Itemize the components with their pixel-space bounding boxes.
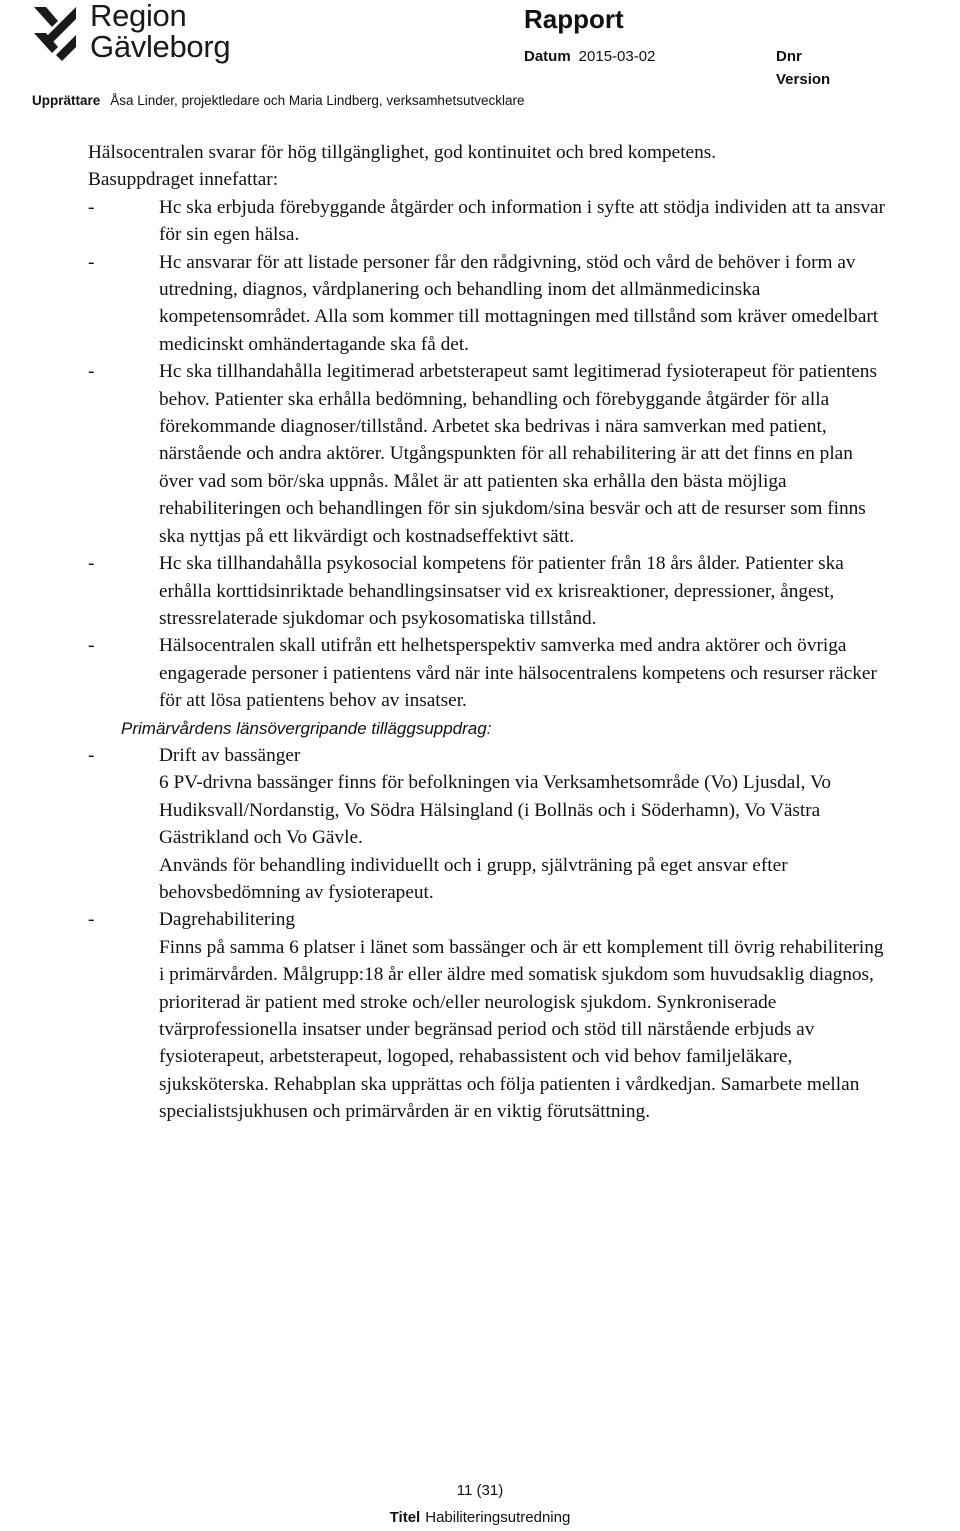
basic-mission-label: Basuppdraget innefattar: xyxy=(88,169,279,191)
list-item-text: Hc ska tillhandahålla legitimerad arbetsterapeut samt legitimerad fysioterapeut för patientens behov. Patienter ska erhålla bedömning, behandling och förebyggande åtgärder för alla förekommande diagnoser/tillstånd. Arbetet ska bedrivas i nära samverkan med patient, närstående och andra aktörer. Utgångspunkten för all rehabilitering är att det finns en plan över vad som bör/ska uppnås. Målet är att patienten ska erhålla den bästa möjliga rehabiliteringen och behandlingen för sin sjukdom/sina besvär och att de resurser som finns ska nyttjas på ett likvärdigt och kostnadseffektivt sätt. xyxy=(159,361,877,547)
footer-title-label: Titel xyxy=(389,1509,421,1526)
footer-title-value: Habiliteringsutredning xyxy=(425,1509,571,1526)
section-heading: Primärvårdens länsövergripande tilläggsuppdrag: xyxy=(121,718,492,738)
list-item xyxy=(88,249,888,359)
document-body xyxy=(88,139,888,1126)
creator-row xyxy=(32,93,524,108)
creator-value: Åsa Linder, projektledare och Maria Lindberg, verksamhetsutvecklare xyxy=(110,93,525,108)
list-item xyxy=(88,550,888,632)
footer-title xyxy=(0,1509,960,1526)
document-type: Rapport xyxy=(524,4,624,34)
date-row xyxy=(524,48,655,65)
list-item xyxy=(88,632,888,714)
bullet-dash: - xyxy=(88,251,95,273)
logo-mark-icon xyxy=(32,5,78,61)
list-item-text: Hc ska tillhandahålla psykosocial kompetens för patienter från 18 års ålder. Patienter ska erhålla korttidsinriktade behandlingsinsatser vid ex krisreaktioner, depressioner, ångest, stressrelaterade sjukdomar och psykosomatiska tillstånd. xyxy=(159,553,844,629)
version-label: Version xyxy=(776,71,831,88)
bullet-dash: - xyxy=(88,635,95,657)
region-gavleborg-logo xyxy=(32,2,252,64)
list-item-text: Hc ska erbjuda förebyggande åtgärder och information i syfte att stödja individen att ta ansvar för sin egen hälsa. xyxy=(159,196,886,246)
date-label: Datum xyxy=(524,48,571,65)
list-item xyxy=(88,194,888,249)
logo-line-2: Gävleborg xyxy=(90,29,231,64)
dnr-label: Dnr xyxy=(776,48,802,65)
date-value: 2015-03-02 xyxy=(578,48,656,65)
bullet-dash: - xyxy=(88,361,95,383)
creator-label: Upprättare xyxy=(32,93,101,108)
logo-line-1: Region xyxy=(90,0,187,33)
list-item-text: Hälsocentralen skall utifrån ett helhetsperspektiv samverka med andra aktörer och övriga engagerade personer i patientens vård när inte hälsocentralens kompetens och resurser räcker för att lösa patientens behov av insatser. xyxy=(159,635,877,712)
extra-assignment-day-rehab xyxy=(88,906,888,1125)
bullet-dash: - xyxy=(88,196,95,218)
bullet-dash: - xyxy=(88,553,95,575)
list-item-text: Hc ansvarar för att listade personer får den rådgivning, stöd och vård de behöver i form av utredning, diagnos, vårdplanering och behandling inom det allmänmedicinska kompetensområdet. Alla som kommer till mottagningen med tillstånd som kräver omedelbart medicinskt omhändertagande ska få det. xyxy=(159,251,879,355)
extra-assignment-pools xyxy=(88,742,888,906)
list-item xyxy=(88,358,888,550)
bullet-dash: - xyxy=(88,909,95,931)
extra-paragraph: Finns på samma 6 platser i länet som bassänger och är ett komplement till övrig rehabilitering i primärvården. Målgrupp:18 år eller äldre med somatisk sjukdom som huvudsaklig diagnos, prioriterad är patient med stroke och/eller neurologisk sjukdom. Synkroniserade tvärprofessionella insatser under begränsad period och stöd till närstående erbjuds av fysioterapeut, arbetsterapeut, logoped, rehabassistent och vid behov familjeläkare, sjuksköterska. Rehabplan ska upprättas och följa patienten i vårdkedjan. Samarbete mellan specialistsjukhusen och primärvården är en viktig förutsättning. xyxy=(159,936,884,1123)
page-number: 11 (31) xyxy=(456,1482,504,1499)
extra-title: Dagrehabilitering xyxy=(159,909,295,931)
intro-paragraph: Hälsocentralen svarar för hög tillgänglighet, god kontinuitet och bred kompetens. xyxy=(88,142,717,163)
bullet-dash: - xyxy=(88,744,95,766)
extra-title: Drift av bassänger xyxy=(159,744,301,766)
extra-paragraph: Används för behandling individuellt och i grupp, självträning på eget ansvar efter behovsbedömning av fysioterapeut. xyxy=(159,854,788,903)
extra-paragraph: 6 PV-drivna bassänger finns för befolkningen via Verksamhetsområde (Vo) Ljusdal, Vo Hudiksvall/Nordanstig, Vo Södra Hälsingland (i Bollnäs och i Söderhamn), Vo Västra Gästrikland och Vo Gävle. xyxy=(159,772,832,849)
